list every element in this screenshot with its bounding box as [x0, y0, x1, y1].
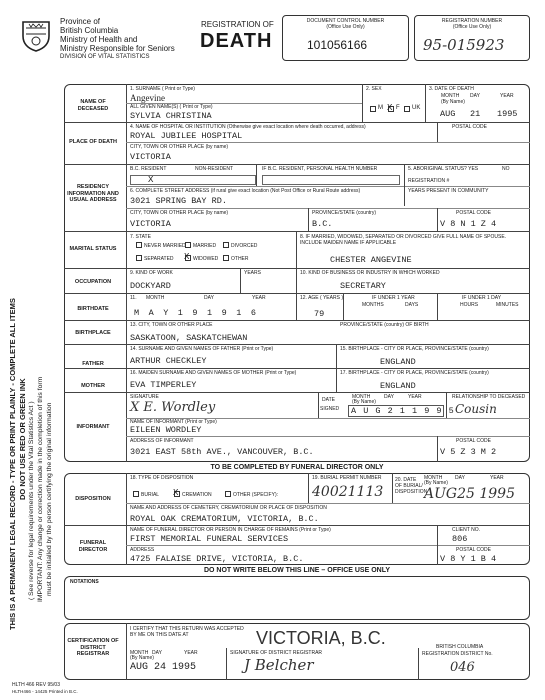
doc-control-office: (Office Use Only) [326, 24, 365, 30]
section-disposition: DISPOSITION [75, 496, 111, 502]
reg-number-value: 95-015923 [423, 36, 505, 54]
registration-of: REGISTRATION OF [201, 20, 274, 29]
spouse-label: 8. IF MARRIED, WIDOWED, SEPARATED OR DIVORCED GIVE FULL NAME OF SPOUSE. INCLUDE MAIDEN NAME IF APPLICABLE [300, 234, 507, 246]
date-burial-label: 20. DATE OF BURIAL/ DISPOSITION [395, 477, 428, 495]
signed-year-label: YEAR [408, 394, 422, 400]
form-number: HLTH 466 REV 95/03 [12, 682, 60, 688]
disposition-type-label: 18. TYPE OF DISPOSITION [130, 475, 194, 481]
ministry-line2: Ministry Responsible for Seniors [60, 44, 175, 53]
certify-text: I CERTIFY THAT THIS RETURN WAS ACCEPTED BY ME ON THIS DATE AT [130, 626, 244, 638]
other-disposition-checkbox[interactable] [225, 491, 231, 497]
informant-address-value[interactable]: 3021 EAST 58th AVE., VANCOUVER, B.C. [130, 447, 314, 457]
division-label: DIVISION OF VITAL STATISTICS [60, 54, 150, 60]
father-birth-value[interactable]: ENGLAND [380, 357, 416, 367]
burial-byname: (By Name) [424, 480, 448, 486]
divorced-label: DIVORCED [231, 243, 258, 249]
death-day-label: DAY [470, 93, 480, 99]
date-death-label: 3. DATE OF DEATH [429, 86, 474, 92]
father-name-value[interactable]: ARTHUR CHECKLEY [130, 356, 207, 366]
kind-work-label: 9. KIND OF WORK [130, 270, 173, 276]
under1y-label: IF UNDER 1 YEAR [372, 295, 415, 301]
never-married-label: NEVER MARRIED [144, 243, 186, 249]
hours-label: HOURS [460, 302, 479, 308]
cremation-check: X [173, 488, 179, 498]
section-informant: INFORMANT [76, 424, 110, 430]
age-value[interactable]: 79 [314, 309, 325, 319]
birth-year-label: YEAR [252, 295, 266, 301]
death-year-value[interactable]: 1995 [497, 109, 518, 119]
res-prov-label: PROVINCE/STATE (country) [312, 210, 376, 216]
section-funeral: FUNERAL DIRECTOR [78, 540, 108, 553]
informant-name-value[interactable]: EILEEN WORDLEY [130, 425, 202, 435]
other-label: OTHER [231, 256, 249, 262]
cert-day-label: DAY [152, 650, 162, 656]
age-label: 12. AGE ( YEARS ) [300, 295, 343, 301]
surname-value[interactable]: Angevine [130, 93, 165, 103]
province-label: Province of [60, 17, 101, 26]
cemetery-label: NAME AND ADDRESS OF CEMETERY, CREMATORIUM OR PLACE OF DISPOSITION [130, 505, 327, 511]
death-year-label: YEAR [500, 93, 514, 99]
sex-f-label: F [396, 105, 400, 111]
section-occupation: OCCUPATION [74, 279, 112, 285]
burial-permit-value[interactable]: 40021113 [312, 484, 384, 500]
aboriginal-label: 5. ABORIGINAL STATUS? YES [408, 166, 479, 172]
other-checkbox[interactable] [223, 255, 229, 261]
bc-resident-check: X [148, 175, 154, 185]
burial-label: BURIAL [141, 492, 160, 498]
doc-control-number: 101056166 [307, 38, 368, 52]
burial-checkbox[interactable] [133, 491, 139, 497]
place-city-label: CITY, TOWN OR OTHER PLACE (by name) [130, 144, 229, 150]
informant-postal-value[interactable]: V 5 Z 3 M 2 [440, 447, 497, 457]
side-line3: ( See reverse for legal requirements under the Vital Statistics Act ) [28, 401, 35, 600]
relationship-value[interactable]: Cousin [455, 402, 497, 416]
notations-box [64, 576, 530, 620]
burial-day-label: DAY [455, 475, 465, 481]
birth-month-label: MONTH [146, 295, 165, 301]
death-month-value[interactable]: AUG [440, 109, 456, 119]
death-title: DEATH [200, 30, 273, 52]
date-label: DATE [322, 397, 335, 403]
mother-birth-label: 17. BIRTHPLACE - CITY OR PLACE, PROVINCE/STATE (country) [340, 370, 489, 376]
widowed-check: X [184, 252, 190, 262]
married-checkbox[interactable] [185, 242, 191, 248]
phn-field[interactable] [262, 175, 400, 185]
kind-business-value[interactable]: SECRETARY [340, 281, 386, 291]
signed-month-label: MONTH [352, 394, 371, 400]
bc-crest-logo [20, 18, 52, 52]
funeral-postal-label: POSTAL CODE [456, 547, 492, 553]
cemetery-value[interactable]: ROYAL OAK CREMATORIUM, VICTORIA, B.C. [130, 514, 319, 524]
years-community-label: YEARS PRESENT IN COMMUNITY [408, 188, 489, 194]
informant-name-label: NAME OF INFORMANT (Print or Type) [130, 419, 217, 425]
sex-m-label: M [378, 105, 383, 111]
hospital-value[interactable]: ROYAL JUBILEE HOSPITAL [130, 131, 243, 141]
father-name-label: 14. SURNAME AND GIVEN NAMES OF FATHER (Print or Type) [130, 346, 274, 352]
sex-label: 2. SEX [366, 86, 382, 92]
birth-digits[interactable]: M A Y 1 9 1 9 1 6 [134, 308, 259, 318]
cert-date-value: AUG 24 1995 [130, 662, 197, 673]
relationship-label: RELATIONSHIP TO DECEASED [452, 394, 526, 400]
section-notations: NOTATIONS [70, 579, 99, 585]
res-city-label: CITY, TOWN OR OTHER PLACE (by name) [130, 210, 229, 216]
reg-number-label: REGISTRATION NUMBER [441, 18, 503, 24]
informant-address-label: ADDRESS OF INFORMANT [130, 438, 194, 444]
ministry-block [60, 17, 175, 61]
res-prov-value[interactable]: B.C. [312, 219, 333, 229]
printer-line: HLTH466 - 14425 Printed in B.C. [12, 689, 78, 694]
registrar-sig-label: SIGNATURE OF DISTRICT REGISTRAR [230, 650, 323, 656]
registration-hash: REGISTRATION # [408, 178, 450, 184]
kind-work-value[interactable]: DOCKYARD [130, 281, 171, 291]
client-no-label: CLIENT NO. [452, 527, 480, 533]
married-label: MARRIED [193, 243, 217, 249]
funeral-name-label: NAME OF FUNERAL DIRECTOR OR PERSON IN CHARGE OF REMAINS (Print or Type) [130, 527, 331, 533]
signature-label: SIGNATURE [130, 394, 159, 400]
section-place: PLACE OF DEATH [69, 139, 117, 145]
phn-label: IF B.C. RESIDENT, PERSONAL HEALTH NUMBER [262, 166, 378, 172]
side-line4: IMPORTANT: Any change or correction made in the completion of this form [37, 376, 44, 602]
birth-city-label: 13. CITY, TOWN OR OTHER PLACE [130, 322, 213, 328]
signed-label: SIGNED [320, 406, 340, 412]
province-name: British Columbia [60, 26, 119, 35]
sex-uk-checkbox[interactable] [404, 106, 410, 112]
birth-day-label: DAY [204, 295, 214, 301]
other-specify-label: OTHER (SPECIFY): [233, 492, 279, 498]
sex-f-check: X [387, 103, 393, 113]
years-label: YEARS [244, 270, 261, 276]
funeral-director-banner: TO BE COMPLETED BY FUNERAL DIRECTOR ONLY [210, 464, 384, 471]
sex-uk-label: UK [412, 105, 421, 111]
burial-date-value[interactable]: AUG25 1995 [424, 486, 515, 502]
document-control-box [282, 15, 409, 61]
under1d-label: IF UNDER 1 DAY [462, 295, 502, 301]
given-label: ALL GIVEN NAME(S) ( Print or Type) [130, 104, 213, 110]
never-married-checkbox[interactable] [136, 242, 142, 248]
funeral-name-value[interactable]: FIRST MEMORIAL FUNERAL SERVICES [130, 534, 289, 544]
signed-date-value[interactable]: A U G 2 1 1 9 9 5 [351, 406, 455, 416]
cert-year-label: YEAR [184, 650, 198, 656]
hospital-label: 4. NAME OF HOSPITAL OR INSTITUTION (Otherwise give exact location where death occurred, address) [130, 124, 366, 130]
months-label: MONTHS [362, 302, 384, 308]
bc-resident-label: B.C. RESIDENT [130, 166, 167, 172]
place-city-value[interactable]: VICTORIA [130, 152, 171, 162]
usual-address-label: 6. COMPLETE STREET ADDRESS (if rural give exact location (Not Post Office or Rural Route address) [130, 188, 361, 194]
funeral-address-label: ADDRESS [130, 547, 155, 553]
section-birthdate: BIRTHDATE [77, 306, 109, 312]
registration-number-box [414, 15, 530, 61]
reg-number-office: (Office Use Only) [452, 24, 492, 30]
birth-city-value[interactable]: SASKATOON, SASKATCHEWAN [130, 333, 248, 343]
mother-birth-value[interactable]: ENGLAND [380, 381, 416, 391]
divorced-checkbox[interactable] [223, 242, 229, 248]
state-label: 7. STATE [130, 234, 151, 240]
father-birth-label: 15. BIRTHPLACE - CITY OR PLACE, PROVINCE/STATE (country) [340, 346, 489, 352]
kind-business-label: 10. KIND OF BUSINESS OR INDUSTRY IN WHICH WORKED [300, 270, 440, 276]
cert-byname: (By Name) [130, 655, 154, 661]
given-value[interactable]: SYLVIA CHRISTINA [130, 111, 212, 121]
section-deceased: NAME OF DECEASED [77, 99, 109, 112]
office-use-banner: DO NOT WRITE BELOW THIS LINE – OFFICE USE ONLY [203, 567, 391, 574]
mother-name-label: 16. MAIDEN SURNAME AND GIVEN NAMES OF MOTHER (Print or Type) [130, 370, 297, 376]
registrar-place: VICTORIA, B.C. [256, 628, 386, 648]
district-no-value: 046 [450, 660, 475, 675]
funeral-address-value[interactable]: 4725 FALAISE DRIVE, VICTORIA, B.C. [130, 554, 304, 564]
days-label: DAYS [405, 302, 419, 308]
mother-name-value[interactable]: EVA TIMPERLEY [130, 380, 197, 390]
section-certification: CERTIFICATION OF DISTRICT REGISTRAR [67, 638, 119, 657]
minutes-label: MINUTES [496, 302, 519, 308]
birth-label-num: 11. [130, 295, 137, 301]
funeral-postal-value[interactable]: V 8 Y 1 B 4 [440, 554, 497, 564]
burial-year-label: YEAR [490, 475, 504, 481]
section-mother: MOTHER [81, 383, 105, 389]
sex-m-checkbox[interactable] [370, 106, 376, 112]
res-postal-value[interactable]: V 8 N 1 Z 4 [440, 219, 497, 229]
section-father: FATHER [82, 361, 104, 367]
signed-byname: (By Name) [352, 399, 376, 405]
side-line2: DO NOT USE RED OR GREEN INK [18, 378, 27, 500]
res-city-value[interactable]: VICTORIA [130, 219, 171, 229]
doc-control-label: DOCUMENT CONTROL NUMBER [306, 18, 385, 24]
separated-label: SEPARATED [144, 256, 174, 262]
ministry-line1: Ministry of Health and [60, 35, 138, 44]
bc-label: BRITISH COLUMBIA [436, 644, 484, 650]
cert-month-label: MONTH [130, 650, 149, 656]
informant-signature: X E. Wordley [130, 400, 216, 415]
informant-postal-label: POSTAL CODE [456, 438, 492, 444]
birth-prov-label: PROVINCE/STATE (country) OF BIRTH [340, 322, 429, 328]
side-line1: THIS IS A PERMANENT LEGAL RECORD - TYPE OR PRINT PLAINLY - COMPLETE ALL ITEMS [8, 298, 17, 630]
cremation-label: CREMATION [182, 492, 212, 498]
registrar-signature: J Belcher [244, 656, 314, 674]
usual-address-value[interactable]: 3021 SPRING BAY RD. [130, 196, 227, 206]
widowed-label: WIDOWED [193, 256, 219, 262]
district-no-label: REGISTRATION DISTRICT No. [422, 651, 493, 657]
death-day-value[interactable]: 21 [470, 109, 481, 119]
place-postal-label: POSTAL CODE [452, 124, 488, 130]
side-line5: must be initialled by the person certifying the original information [46, 402, 53, 596]
burial-month-label: MONTH [424, 475, 443, 481]
non-resident-label: NON-RESIDENT [195, 166, 234, 172]
spouse-value[interactable]: CHESTER ANGEVINE [330, 255, 412, 265]
aboriginal-no: NO [502, 166, 510, 172]
burial-permit-label: 19. BURIAL PERMIT NUMBER [312, 475, 382, 481]
death-month-label: MONTH [441, 93, 460, 99]
section-birthplace: BIRTHPLACE [75, 330, 111, 336]
signed-day-label: DAY [384, 394, 394, 400]
surname-label: 1. SURNAME ( Print or Type) [130, 86, 195, 92]
section-residency: RESIDENCY INFORMATION AND USUAL ADDRESS [67, 184, 119, 203]
res-postal-label: POSTAL CODE [456, 210, 492, 216]
section-marital: MARITAL STATUS [69, 246, 117, 252]
separated-checkbox[interactable] [136, 255, 142, 261]
death-byname: (By Name) [441, 99, 465, 105]
client-no-value[interactable]: 806 [452, 534, 468, 544]
